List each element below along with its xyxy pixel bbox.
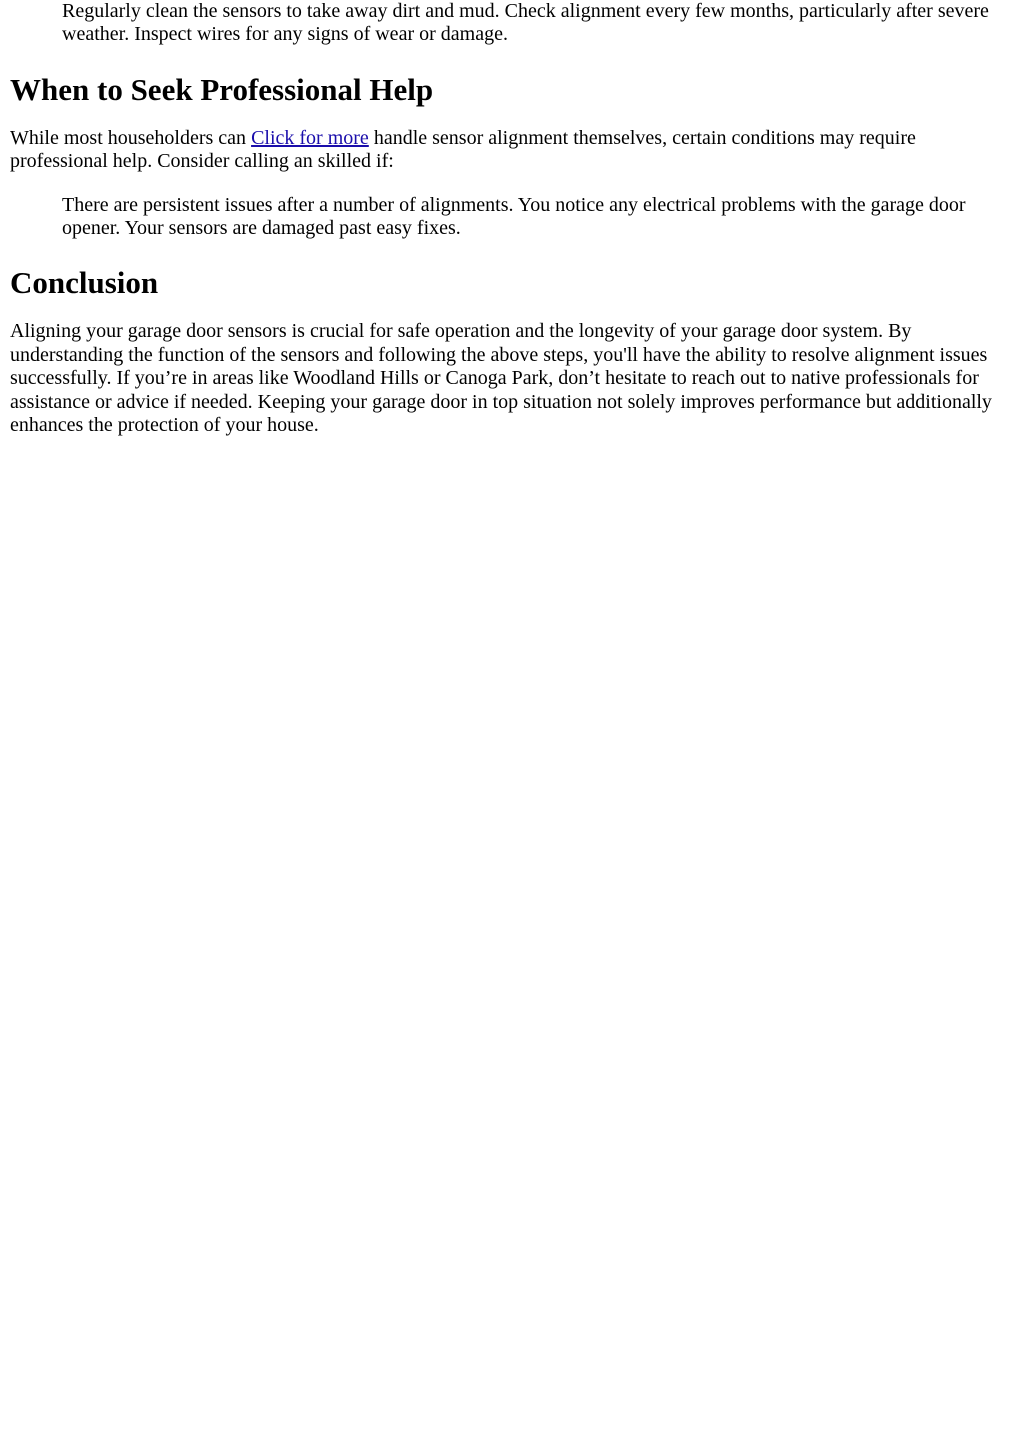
maintenance-quote-text: Regularly clean the sensors to take away dirt and mud. Check alignment every few months, particularly after severe weather. Inspect wires for any signs of wear or damage.: [62, 0, 989, 46]
help-intro-after-link: handle sensor alignment themselves, certain conditions may require professional help. Consider calling an skilled if:: [10, 126, 916, 173]
conclusion-body: Aligning your garage door sensors is crucial for safe operation and the longevity of your garage door system. By understanding the function of the sensors and following the above steps, you'll have the ability to resolve alignment issues successfully. If you’re in areas like Woodland Hills or Canoga Park, don’t hesitate to reach out to native professionals for assistance or advice if needed. Keeping your garage door in top situation not solely improves performance but additionally enhances the protection of your house.: [10, 320, 992, 437]
help-blockquote: [62, 194, 996, 241]
maintenance-blockquote: [62, 0, 996, 47]
click-for-more-link[interactable]: Click for more: [251, 126, 369, 149]
help-quote-text: There are persistent issues after a number of alignments. You notice any electrical problems with the garage door opener. Your sensors are damaged past easy fixes.: [62, 193, 966, 240]
help-section-intro: [10, 127, 1014, 174]
article-page: [0, 0, 1024, 437]
help-section-heading: When to Seek Professional Help: [10, 71, 434, 107]
help-intro-before-link: While most householders can: [10, 126, 252, 149]
conclusion-heading: Conclusion: [10, 265, 159, 301]
